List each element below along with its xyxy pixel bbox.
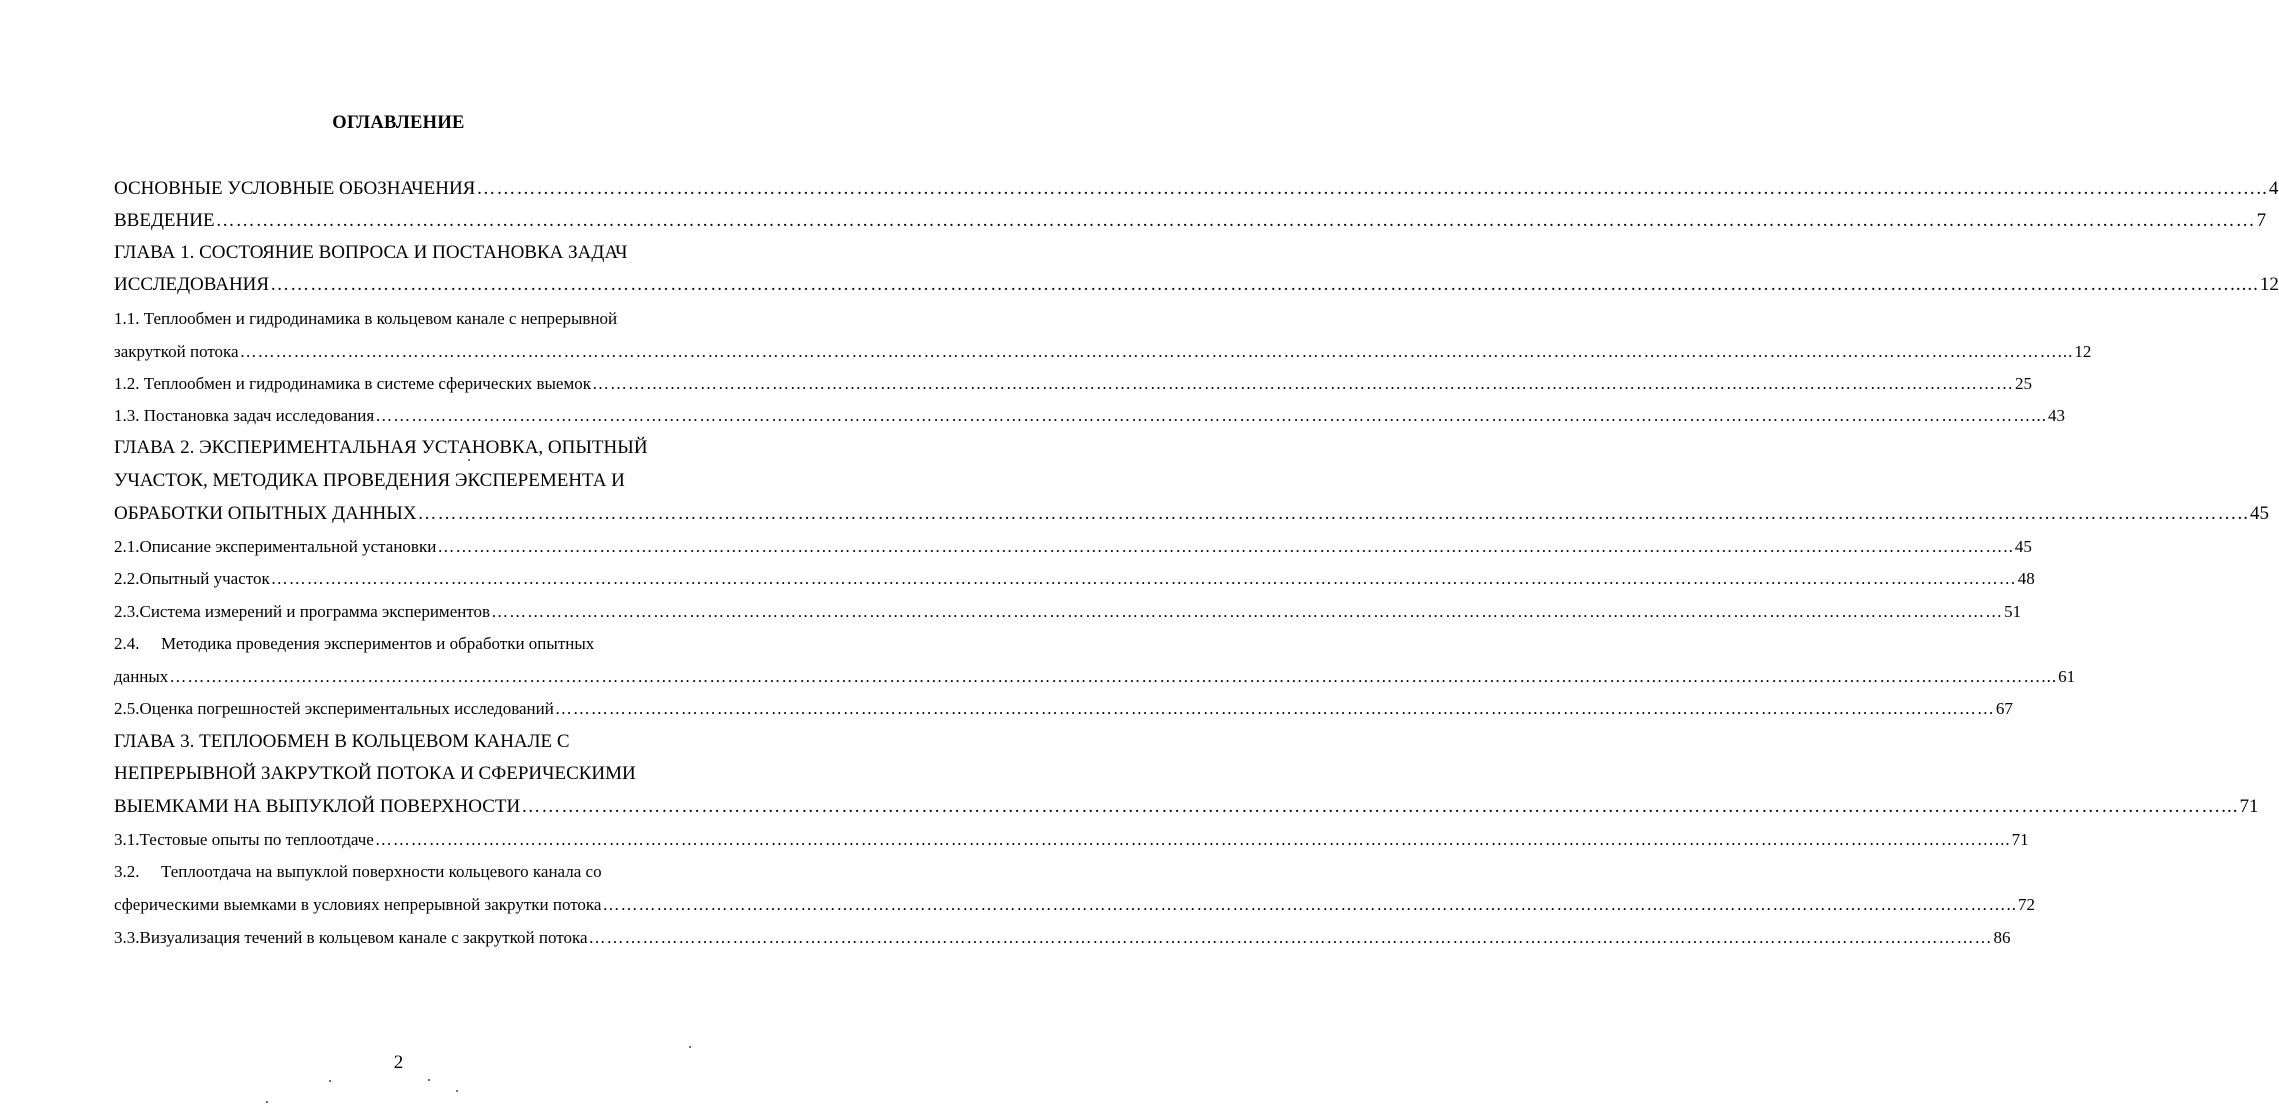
- toc-entry: 3.1. Тестовые опыты по теплоотдаче ………………………………………………………………………………………………………………………………………………………………………………………………………… ……………………………………... 71: [114, 828, 721, 852]
- toc-entry: 2.3. Система измерений и программа экспериментов ………………………………………………………………………………………………………………………………………………………………………………………………………… …………………… 51: [114, 600, 721, 624]
- toc-entry: 2.2. Опытный участок ………………………………………………………………………………………………………………………………………………………………………………………………………… ……………………………………………………… 48: [114, 567, 721, 591]
- toc-entry: сферическими выемками в условиях непрерывной закрутки потока ………………………………………………………………………………………………………………………………………………………………………………………………………… …….. 72: [114, 893, 721, 917]
- toc-entry: УЧАСТОК, МЕТОДИКА ПРОВЕДЕНИЯ ЭКСПЕРЕМЕНТА И: [114, 470, 625, 491]
- toc-entry: ВВЕДЕНИЕ ………………………………………………………………………………………………………………………………………………………………………………………………………… …………………………………………………………………… 7: [114, 209, 721, 233]
- toc-entry: ГЛАВА 3. ТЕПЛООБМЕН В КОЛЬЦЕВОМ КАНАЛЕ С: [114, 731, 570, 752]
- toc-entry: закруткой потока ………………………………………………………………………………………………………………………………………………………………………………………………………… …………………………………………………………………... 12: [114, 340, 721, 364]
- toc-entry: данных ………………………………………………………………………………………………………………………………………………………………………………………………………… …………………………………………………………………………... 61: [114, 665, 721, 689]
- toc-entry: 3.2. Теплоотдача на выпуклой поверхности кольцевого канала со: [114, 862, 602, 881]
- toc-entry: ОСНОВНЫЕ УСЛОВНЫЕ ОБОЗНАЧЕНИЯ ………………………………………………………………………………………………………………………………………………………………………………………………………… ………………………………….. 4: [114, 177, 721, 201]
- scan-speck: [689, 1046, 691, 1048]
- toc-entry: 3.3. Визуализация течений в кольцевом канале с закруткой потока ………………………………………………………………………………………………………………………………………………………………………………………………………… …… 86: [114, 926, 721, 950]
- toc-entry: 1.3. Постановка задач исследования ………………………………………………………………………………………………………………………………………………………………………………………………………… …………………………………………... 43: [114, 404, 721, 428]
- toc-entry: ВЫЕМКАМИ НА ВЫПУКЛОЙ ПОВЕРХНОСТИ ………………………………………………………………………………………………………………………………………………………………………………………………………… ………………………... 71: [114, 795, 721, 819]
- page-title: ОГЛАВЛЕНИЕ: [332, 113, 465, 133]
- toc-entry: 2.1. Описание экспериментальной установки ………………………………………………………………………………………………………………………………………………………………………………………………………… …………………………….. 45: [114, 535, 721, 559]
- toc-entry: ГЛАВА 2. ЭКСПЕРИМЕНТАЛЬНАЯ УСТАНОВКА, ОПЫТНЫЙ: [114, 437, 648, 458]
- toc-entry: НЕПРЕРЫВНОЙ ЗАКРУТКОЙ ПОТОКА И СФЕРИЧЕСКИМИ: [114, 763, 636, 784]
- toc-entry: ГЛАВА 1. СОСТОЯНИЕ ВОПРОСА И ПОСТАНОВКА ЗАДАЧ: [114, 242, 628, 263]
- toc-entry: 2.4. Методика проведения экспериментов и обработки опытных: [114, 634, 595, 653]
- toc-entry: 2.5. Оценка погрешностей экспериментальных исследований ………………………………………………………………………………………………………………………………………………………………………………………………………… ………… 67: [114, 697, 721, 721]
- scan-speck: [456, 1090, 458, 1092]
- scan-speck: [428, 1079, 430, 1081]
- page-number: 2: [393, 1052, 404, 1073]
- toc-entry: 1.2. Теплообмен и гидродинамика в системе сферических выемок ………………………………………………………………………………………………………………………………………………………………………………………………………… ……… 25: [114, 372, 721, 396]
- scan-speck: [329, 1080, 331, 1082]
- toc-entry: ИССЛЕДОВАНИЯ ………………………………………………………………………………………………………………………………………………………………………………………………………… …………………………………………………………..... 12: [114, 273, 721, 297]
- toc-entry: 1.1. Теплообмен и гидродинамика в кольцевом канале с непрерывной: [114, 309, 618, 328]
- scan-speck: [266, 1101, 268, 1103]
- scan-speck: [468, 459, 470, 461]
- toc-entry: ОБРАБОТКИ ОПЫТНЫХ ДАННЫХ ………………………………………………………………………………………………………………………………………………………………………………………………………… ……………………………………….. 45: [114, 502, 721, 526]
